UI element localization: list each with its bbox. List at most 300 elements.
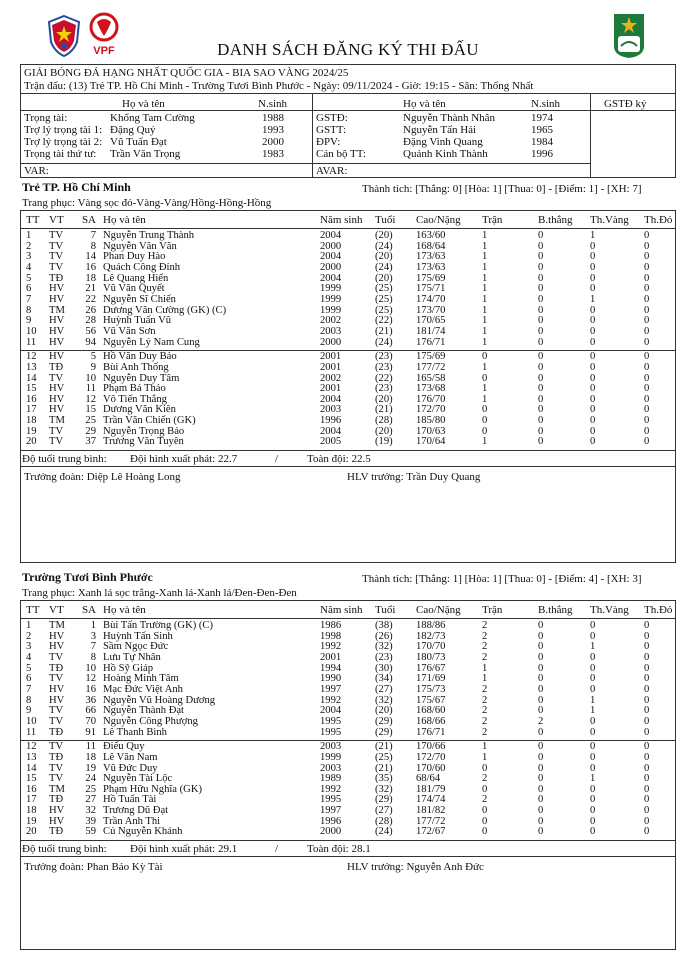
- player-name-cell: Nguyễn Thành Đạt: [103, 705, 185, 717]
- birth-year-cell: 2004: [320, 272, 342, 284]
- official-name: Đặng Quý: [110, 124, 156, 136]
- goals-cell: 0: [538, 815, 544, 827]
- player-name-cell: Nguyễn Công Phượng: [103, 715, 198, 727]
- player-name-cell: Nguyễn Vũ Hoàng Dương: [103, 694, 216, 706]
- matches-cell: 0: [482, 826, 488, 838]
- column-header-matches: Trận: [482, 214, 503, 226]
- birth-year-cell: 2001: [320, 361, 342, 373]
- yellow-cards-cell: 0: [590, 815, 596, 827]
- height-weight-cell: 170/60: [416, 762, 446, 774]
- matches-cell: 1: [482, 230, 488, 241]
- head-coach: HLV trưởng: Nguyễn Anh Đức: [347, 861, 484, 873]
- player-number-cell: 6: [26, 673, 32, 685]
- player-row: [22, 653, 678, 664]
- birth-year-cell: 2001: [320, 351, 342, 363]
- player-name-cell: Nguyễn Trung Thành: [103, 230, 195, 241]
- official-role: Trợ lý trọng tài 1:: [24, 124, 103, 136]
- height-weight-cell: 176/67: [416, 662, 446, 674]
- position-cell: HV: [49, 815, 65, 827]
- shirt-number-cell: 16: [85, 683, 96, 695]
- shirt-number-cell: 10: [85, 662, 96, 674]
- goals-cell: 0: [538, 372, 544, 384]
- position-cell: TV: [49, 705, 64, 717]
- team-name: Trẻ TP. Hồ Chí Minh: [22, 180, 131, 194]
- substitutes-divider: [20, 350, 676, 351]
- column-header-age: Tuổi: [375, 214, 396, 226]
- age-cell: (22): [375, 372, 393, 384]
- player-name-cell: Phan Duy Hào: [103, 251, 166, 263]
- player-row: [22, 827, 678, 838]
- player-number-cell: 5: [26, 272, 32, 284]
- matches-cell: 1: [482, 336, 488, 348]
- player-name-cell: Dương Văn Cường (GK) (C): [103, 304, 227, 316]
- red-cards-cell: 0: [644, 230, 650, 241]
- position-cell: TĐ: [49, 751, 64, 763]
- height-weight-cell: 176/71: [416, 336, 446, 348]
- official-birth-year: 1988: [262, 112, 284, 124]
- shirt-number-cell: 16: [85, 261, 96, 273]
- yellow-cards-cell: 0: [590, 805, 596, 816]
- position-cell: HV: [49, 694, 65, 706]
- position-cell: HV: [49, 315, 65, 327]
- player-number-cell: 10: [26, 715, 37, 727]
- shirt-number-cell: 10: [85, 372, 96, 384]
- player-name-cell: Vũ Văn Quyết: [103, 283, 165, 295]
- matches-cell: 1: [482, 240, 488, 252]
- age-cell: (23): [375, 652, 393, 663]
- birth-year-cell: 1997: [320, 683, 342, 695]
- shirt-number-cell: 12: [85, 393, 96, 405]
- player-number-cell: 14: [26, 372, 37, 384]
- age-cell: (29): [375, 794, 393, 806]
- goals-cell: 0: [538, 751, 544, 763]
- yellow-cards-cell: 0: [590, 336, 596, 348]
- yellow-cards-cell: 0: [590, 251, 596, 263]
- matches-cell: 1: [482, 315, 488, 327]
- birth-year-cell: 1999: [320, 293, 342, 305]
- matches-cell: 2: [482, 641, 488, 653]
- shirt-number-cell: 7: [90, 641, 96, 653]
- matches-cell: 1: [482, 751, 488, 763]
- team-record: Thành tích: [Thắng: 0] [Hòa: 1] [Thua: 0] - [Điểm: 1] - [XH: 7]: [362, 183, 642, 195]
- matches-cell: 2: [482, 726, 488, 738]
- column-header-height: Cao/Nặng: [416, 604, 461, 616]
- player-name-cell: Hồ Sỹ Giáp: [103, 662, 154, 674]
- player-name-cell: Trương Dũ Đạt: [103, 805, 169, 816]
- age-cell: (23): [375, 351, 393, 363]
- team-head-of-delegation: Trưởng đoàn: Diệp Lê Hoàng Long: [24, 471, 181, 483]
- avg-age-label: Độ tuổi trung bình:: [22, 453, 107, 465]
- player-number-cell: 16: [26, 393, 37, 405]
- birth-year-cell: 1990: [320, 673, 342, 685]
- birth-year-cell: 1999: [320, 283, 342, 295]
- official-role: Trọng tài:: [24, 112, 68, 124]
- shirt-number-cell: 5: [90, 351, 96, 363]
- yellow-cards-cell: 0: [590, 794, 596, 806]
- age-cell: (25): [375, 751, 393, 763]
- header-divider: [20, 618, 676, 619]
- goals-cell: 0: [538, 230, 544, 241]
- birth-year-cell: 1997: [320, 805, 342, 816]
- age-cell: (24): [375, 261, 393, 273]
- height-weight-cell: 173/70: [416, 304, 446, 316]
- matches-cell: 1: [482, 261, 488, 273]
- shirt-number-cell: 91: [85, 726, 96, 738]
- goals-cell: 0: [538, 272, 544, 284]
- red-cards-cell: 0: [644, 393, 650, 405]
- age-cell: (21): [375, 741, 393, 753]
- player-number-cell: 9: [26, 705, 32, 717]
- official-birth-year: 1965: [531, 124, 553, 136]
- yellow-cards-cell: 0: [590, 683, 596, 695]
- birth-year-cell: 1996: [320, 415, 342, 427]
- player-name-cell: Huỳnh Tấn Sinh: [103, 630, 173, 642]
- player-name-cell: Trần Anh Thi: [103, 815, 161, 827]
- age-cell: (27): [375, 805, 393, 816]
- player-name-cell: Lê Quang Hiển: [103, 272, 169, 284]
- goals-cell: 0: [538, 662, 544, 674]
- yellow-cards-cell: 0: [590, 783, 596, 795]
- match-line: Trận đấu: (13) Trẻ TP. Hồ Chí Minh - Trường Tươi Bình Phước - Ngày: 09/11/2024 - Giờ: 19:15 - Sân: Thống Nhất: [24, 80, 534, 92]
- column-header-tt: TT: [26, 604, 40, 616]
- official-birth-year: 2000: [262, 136, 284, 148]
- age-cell: (30): [375, 662, 393, 674]
- matches-cell: 1: [482, 741, 488, 753]
- goals-cell: 0: [538, 630, 544, 642]
- column-header-birth: Năm sinh: [320, 214, 363, 226]
- player-number-cell: 15: [26, 383, 37, 395]
- height-weight-cell: 182/73: [416, 630, 446, 642]
- official-role: GSTT:: [316, 124, 347, 136]
- player-number-cell: 7: [26, 683, 32, 695]
- player-number-cell: 16: [26, 783, 37, 795]
- height-weight-cell: 170/63: [416, 425, 446, 437]
- yellow-cards-cell: 1: [590, 694, 596, 706]
- goals-cell: 0: [538, 393, 544, 405]
- birth-year-cell: 1999: [320, 304, 342, 316]
- birth-year-cell: 2002: [320, 372, 342, 384]
- height-weight-cell: 175/71: [416, 283, 446, 295]
- age-cell: (20): [375, 425, 393, 437]
- column-header-row: [22, 214, 678, 226]
- shirt-number-cell: 36: [85, 694, 96, 706]
- position-cell: TV: [49, 652, 64, 663]
- birth-year-cell: 2001: [320, 383, 342, 395]
- official-name: Nguyễn Thành Nhân: [403, 112, 496, 124]
- team-record: Thành tích: [Thắng: 1] [Hòa: 1] [Thua: 0] - [Điểm: 4] - [XH: 3]: [362, 573, 642, 585]
- height-weight-cell: 173/68: [416, 383, 446, 395]
- matches-cell: 2: [482, 652, 488, 663]
- goals-cell: 0: [538, 240, 544, 252]
- height-weight-cell: 170/66: [416, 741, 446, 753]
- goals-cell: 0: [538, 741, 544, 753]
- column-header-name: Họ và tên: [103, 604, 146, 616]
- height-weight-cell: 181/79: [416, 783, 446, 795]
- player-row: [22, 363, 678, 374]
- height-weight-cell: 171/69: [416, 673, 446, 685]
- red-cards-cell: 0: [644, 251, 650, 263]
- player-number-cell: 19: [26, 815, 37, 827]
- official-role: Trọng tài thứ tư:: [24, 148, 97, 160]
- player-row: [22, 437, 678, 448]
- height-weight-cell: 175/69: [416, 351, 446, 363]
- age-cell: (20): [375, 272, 393, 284]
- position-cell: TĐ: [49, 272, 64, 284]
- player-name-cell: Nguyễn Tài Lộc: [103, 773, 173, 785]
- position-cell: HV: [49, 641, 65, 653]
- column-header-yellow: Th.Vàng: [590, 604, 629, 616]
- team-head-of-delegation: Trưởng đoàn: Phan Bảo Kỳ Tài: [24, 861, 163, 873]
- yellow-cards-cell: 0: [590, 630, 596, 642]
- birth-year-cell: 2003: [320, 404, 342, 416]
- age-cell: (32): [375, 783, 393, 795]
- position-cell: TV: [49, 425, 64, 437]
- column-header-age: Tuổi: [375, 604, 396, 616]
- column-header-red: Th.Đỏ: [644, 604, 673, 616]
- position-cell: TV: [49, 773, 64, 785]
- age-cell: (29): [375, 726, 393, 738]
- shirt-number-cell: 8: [90, 652, 96, 663]
- player-name-cell: Hoàng Minh Tâm: [103, 673, 179, 685]
- age-cell: (22): [375, 315, 393, 327]
- player-row: [22, 621, 678, 632]
- player-number-cell: 17: [26, 794, 37, 806]
- height-weight-cell: 176/70: [416, 393, 446, 405]
- position-cell: HV: [49, 336, 65, 348]
- red-cards-cell: 0: [644, 826, 650, 838]
- age-cell: (20): [375, 230, 393, 241]
- red-cards-cell: 0: [644, 683, 650, 695]
- column-header-birth: Năm sinh: [320, 604, 363, 616]
- yellow-cards-cell: 0: [590, 304, 596, 316]
- goals-cell: 0: [538, 383, 544, 395]
- official-role: Cán bộ TT:: [316, 148, 366, 160]
- official-birth-year: 1984: [531, 136, 553, 148]
- age-cell: (34): [375, 673, 393, 685]
- birth-year-cell: 1995: [320, 794, 342, 806]
- yellow-cards-cell: 0: [590, 393, 596, 405]
- player-name-cell: Củ Nguyễn Khánh: [103, 826, 183, 838]
- matches-cell: 1: [482, 383, 488, 395]
- player-number-cell: 12: [26, 741, 37, 753]
- officials-col-birth-left: N.sinh: [258, 98, 288, 110]
- position-cell: TV: [49, 261, 64, 273]
- official-role: Trợ lý trọng tài 2:: [24, 136, 103, 148]
- age-cell: (23): [375, 361, 393, 373]
- red-cards-cell: 0: [644, 383, 650, 395]
- player-number-cell: 4: [26, 261, 32, 273]
- player-name-cell: Nguyễn Duy Tâm: [103, 372, 180, 384]
- goals-cell: 0: [538, 641, 544, 653]
- player-name-cell: Lưu Tự Nhân: [103, 652, 161, 663]
- age-cell: (24): [375, 336, 393, 348]
- page-title: DANH SÁCH ĐĂNG KÝ THI ĐẤU: [217, 40, 479, 59]
- matches-cell: 0: [482, 815, 488, 827]
- player-number-cell: 18: [26, 805, 37, 816]
- substitutes-divider: [20, 740, 676, 741]
- position-cell: TM: [49, 620, 65, 631]
- yellow-cards-cell: 0: [590, 673, 596, 685]
- shirt-number-cell: 12: [85, 673, 96, 685]
- birth-year-cell: 2001: [320, 652, 342, 663]
- official-birth-year: 1983: [262, 148, 284, 160]
- yellow-cards-cell: 0: [590, 741, 596, 753]
- vpf-logo-text: VPF: [93, 45, 115, 57]
- age-cell: (20): [375, 393, 393, 405]
- matches-cell: 1: [482, 293, 488, 305]
- yellow-cards-cell: 1: [590, 230, 596, 241]
- goals-cell: 0: [538, 351, 544, 363]
- player-number-cell: 4: [26, 652, 32, 663]
- avg-age-starting: Đội hình xuất phát: 29.1: [130, 843, 238, 855]
- height-weight-cell: 176/71: [416, 726, 446, 738]
- birth-year-cell: 2002: [320, 315, 342, 327]
- shirt-number-cell: 70: [85, 715, 96, 727]
- player-name-cell: Phạm Hữu Nghĩa (GK): [103, 783, 203, 795]
- matches-cell: 0: [482, 425, 488, 437]
- avg-age-separator: /: [275, 843, 279, 855]
- age-cell: (21): [375, 325, 393, 337]
- red-cards-cell: 0: [644, 741, 650, 753]
- red-cards-cell: 0: [644, 794, 650, 806]
- player-name-cell: Vũ Đức Duy: [103, 762, 158, 774]
- shirt-number-cell: 26: [85, 304, 96, 316]
- red-cards-cell: 0: [644, 261, 650, 273]
- column-header-vt: VT: [49, 604, 64, 616]
- position-cell: TV: [49, 372, 64, 384]
- yellow-cards-cell: 0: [590, 272, 596, 284]
- shirt-number-cell: 21: [85, 283, 96, 295]
- head-coach: HLV trưởng: Trần Duy Quang: [347, 471, 481, 483]
- shirt-number-cell: 94: [85, 336, 96, 348]
- birth-year-cell: 2000: [320, 336, 342, 348]
- position-cell: HV: [49, 325, 65, 337]
- goals-cell: 0: [538, 826, 544, 838]
- shirt-number-cell: 11: [85, 383, 96, 395]
- yellow-cards-cell: 1: [590, 641, 596, 653]
- yellow-cards-cell: 0: [590, 404, 596, 416]
- goals-cell: 0: [538, 415, 544, 427]
- shirt-number-cell: 27: [85, 794, 96, 806]
- officials-col-name-left: Họ và tên: [122, 98, 165, 110]
- red-cards-cell: 0: [644, 762, 650, 774]
- goals-cell: 0: [538, 336, 544, 348]
- matches-cell: 2: [482, 705, 488, 717]
- officials-col-sign: GSTĐ ký: [604, 98, 647, 110]
- height-weight-cell: 173/63: [416, 251, 446, 263]
- red-cards-cell: 0: [644, 372, 650, 384]
- age-cell: (25): [375, 293, 393, 305]
- goals-cell: 0: [538, 694, 544, 706]
- age-cell: (24): [375, 826, 393, 838]
- red-cards-cell: 0: [644, 815, 650, 827]
- official-name: Đặng Vinh Quang: [403, 136, 483, 148]
- player-name-cell: Vũ Văn Sơn: [103, 325, 156, 337]
- player-name-cell: Trương Văn Tuyên: [103, 436, 184, 448]
- player-number-cell: 20: [26, 826, 37, 838]
- height-weight-cell: 168/60: [416, 705, 446, 717]
- avg-age-starting: Đội hình xuất phát: 22.7: [130, 453, 238, 465]
- shirt-number-cell: 18: [85, 272, 96, 284]
- matches-cell: 1: [482, 304, 488, 316]
- player-name-cell: Lê Thanh Bình: [103, 726, 167, 738]
- team-name: Trường Tươi Bình Phước: [22, 570, 153, 584]
- goals-cell: 0: [538, 251, 544, 263]
- height-weight-cell: 181/74: [416, 325, 446, 337]
- birth-year-cell: 2004: [320, 230, 342, 241]
- player-name-cell: Bùi Anh Thống: [103, 361, 169, 373]
- player-name-cell: Phạm Bá Thảo: [103, 383, 166, 395]
- player-row: [22, 231, 678, 242]
- position-cell: TV: [49, 251, 64, 263]
- player-row: [22, 717, 678, 728]
- yellow-cards-cell: 1: [590, 293, 596, 305]
- player-number-cell: 13: [26, 361, 37, 373]
- height-weight-cell: 175/73: [416, 683, 446, 695]
- player-number-cell: 9: [26, 315, 32, 327]
- player-number-cell: 19: [26, 425, 37, 437]
- position-cell: TV: [49, 240, 64, 252]
- birth-year-cell: 1994: [320, 662, 342, 674]
- player-row: [22, 753, 678, 764]
- player-name-cell: Hồ Tuấn Tài: [103, 794, 157, 806]
- column-header-yellow: Th.Vàng: [590, 214, 629, 226]
- yellow-cards-cell: 0: [590, 415, 596, 427]
- matches-cell: 2: [482, 715, 488, 727]
- official-role: AVAR:: [316, 165, 348, 177]
- player-name-cell: Nguyễn Lý Nam Cung: [103, 336, 200, 348]
- goals-cell: 0: [538, 805, 544, 816]
- age-cell: (20): [375, 251, 393, 263]
- height-weight-cell: 170/64: [416, 436, 446, 448]
- goals-cell: 0: [538, 425, 544, 437]
- player-number-cell: 11: [26, 726, 37, 738]
- shirt-number-cell: 8: [90, 240, 96, 252]
- header-divider: [20, 228, 676, 229]
- red-cards-cell: 0: [644, 751, 650, 763]
- yellow-cards-cell: 0: [590, 715, 596, 727]
- red-cards-cell: 0: [644, 726, 650, 738]
- yellow-cards-cell: 0: [590, 751, 596, 763]
- player-number-cell: 8: [26, 694, 32, 706]
- official-name: Quảnh Kinh Thành: [403, 148, 488, 160]
- official-name: Vũ Tuấn Đạt: [110, 136, 167, 148]
- position-cell: TV: [49, 436, 64, 448]
- yellow-cards-cell: 1: [590, 705, 596, 717]
- red-cards-cell: 0: [644, 415, 650, 427]
- yellow-cards-cell: 0: [590, 662, 596, 674]
- age-cell: (24): [375, 240, 393, 252]
- player-name-cell: Sầm Ngọc Đức: [103, 641, 169, 653]
- height-weight-cell: 188/86: [416, 620, 446, 631]
- birth-year-cell: 2000: [320, 826, 342, 838]
- position-cell: HV: [49, 393, 65, 405]
- official-name: Trần Văn Trọng: [110, 148, 181, 160]
- birth-year-cell: 1989: [320, 773, 342, 785]
- age-cell: (38): [375, 620, 393, 631]
- column-header-tt: TT: [26, 214, 40, 226]
- age-cell: (28): [375, 815, 393, 827]
- avg-age-separator: /: [275, 453, 279, 465]
- height-weight-cell: 175/69: [416, 272, 446, 284]
- height-weight-cell: 177/72: [416, 815, 446, 827]
- yellow-cards-cell: 0: [590, 762, 596, 774]
- column-header-goals: B.thắng: [538, 214, 573, 226]
- player-name-cell: Võ Tiến Thắng: [103, 393, 167, 405]
- position-cell: TV: [49, 673, 64, 685]
- player-number-cell: 8: [26, 304, 32, 316]
- goals-cell: 2: [538, 715, 544, 727]
